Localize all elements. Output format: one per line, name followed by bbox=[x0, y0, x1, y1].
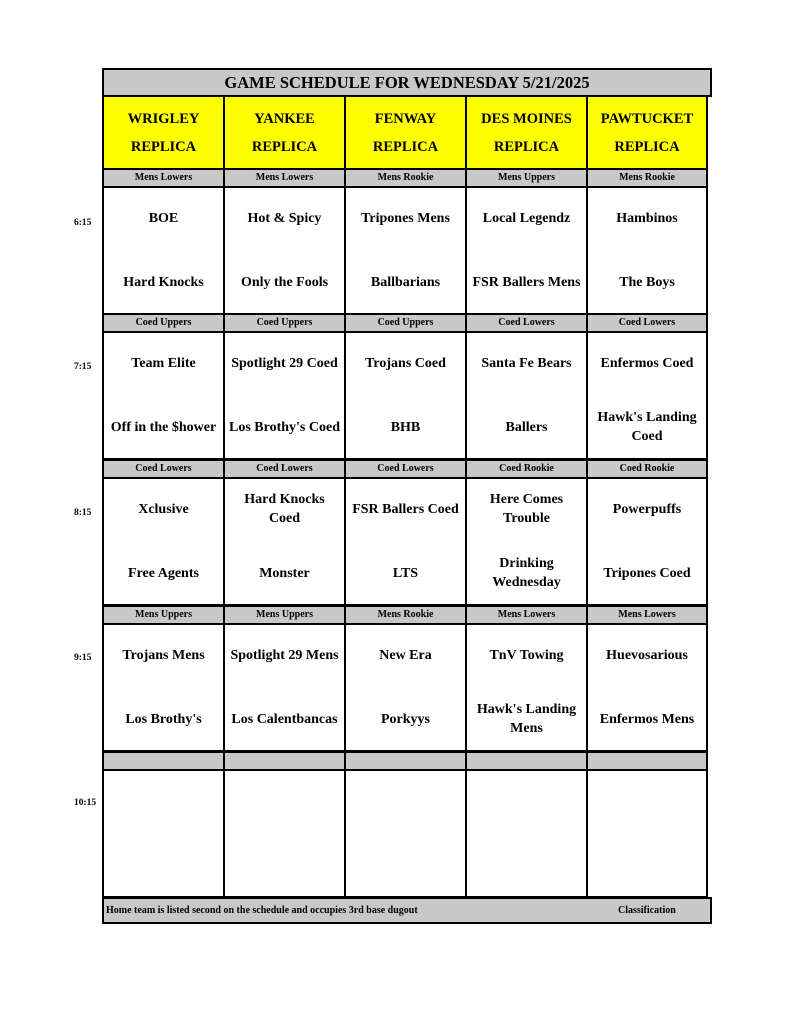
time-label: 9:15 bbox=[74, 653, 92, 663]
game-cell bbox=[102, 331, 225, 460]
classification-label bbox=[102, 751, 225, 771]
home-team: Hawk's Landing Coed bbox=[597, 410, 697, 444]
home-team: Hawk's Landing Mens bbox=[476, 702, 577, 736]
classification-label: Mens Rookie bbox=[586, 168, 708, 188]
home-team: Monster bbox=[259, 565, 310, 581]
away-team: FSR Ballers Coed bbox=[352, 501, 459, 517]
field-sub: REPLICA bbox=[372, 138, 439, 155]
game-cell bbox=[465, 477, 588, 606]
classification-label: Mens Lowers bbox=[102, 168, 225, 188]
field-header bbox=[223, 95, 346, 170]
away-team: TnV Towing bbox=[489, 647, 564, 663]
classification-label bbox=[344, 751, 467, 771]
field-name: YANKEE bbox=[254, 110, 315, 127]
classification-label: Mens Lowers bbox=[465, 605, 588, 625]
home-team bbox=[225, 845, 344, 885]
classification-label bbox=[465, 751, 588, 771]
away-team: Xclusive bbox=[138, 501, 189, 517]
classification-row bbox=[102, 459, 712, 479]
game-cell bbox=[344, 623, 467, 752]
away-team: New Era bbox=[379, 647, 432, 663]
footer-note: Home team is listed second on the schedule and occupies 3rd base dugout bbox=[106, 905, 418, 916]
time-label: 6:15 bbox=[74, 218, 92, 228]
away-team: Hambinos bbox=[616, 210, 678, 226]
classification-label: Coed Uppers bbox=[223, 313, 346, 333]
classification-label: Coed Lowers bbox=[465, 313, 588, 333]
field-header bbox=[586, 95, 708, 170]
game-cell bbox=[586, 331, 708, 460]
classification-label: Coed Lowers bbox=[102, 459, 225, 479]
away-team: Tripones Mens bbox=[361, 210, 450, 226]
classification-label: Coed Uppers bbox=[102, 313, 225, 333]
classification-label: Mens Rookie bbox=[344, 605, 467, 625]
game-cell bbox=[223, 769, 346, 898]
classification-label: Mens Rookie bbox=[344, 168, 467, 188]
home-team: Los Brothy's Coed bbox=[229, 419, 340, 435]
home-team bbox=[346, 845, 465, 885]
game-cell bbox=[465, 186, 588, 315]
home-team: FSR Ballers Mens bbox=[472, 274, 581, 290]
time-label: 7:15 bbox=[74, 362, 92, 372]
classification-label: Coed Rookie bbox=[586, 459, 708, 479]
field-header bbox=[102, 95, 225, 170]
classification-label: Mens Uppers bbox=[465, 168, 588, 188]
classification-label: Coed Rookie bbox=[465, 459, 588, 479]
game-cell bbox=[465, 769, 588, 898]
game-cell bbox=[223, 186, 346, 315]
home-team: Hard Knocks bbox=[123, 274, 204, 290]
field-header bbox=[344, 95, 467, 170]
time-label: 10:15 bbox=[74, 798, 97, 808]
classification-label: Mens Uppers bbox=[223, 605, 346, 625]
footer-row bbox=[102, 897, 712, 924]
classification-row bbox=[102, 313, 712, 333]
classification-row bbox=[102, 751, 712, 771]
game-cell bbox=[223, 331, 346, 460]
home-team: Los Brothy's bbox=[125, 711, 202, 727]
game-cell bbox=[102, 623, 225, 752]
classification-label: Mens Lowers bbox=[586, 605, 708, 625]
field-name: FENWAY bbox=[374, 110, 437, 127]
game-cell bbox=[465, 331, 588, 460]
game-row bbox=[102, 477, 712, 606]
away-team: Hard Knocks Coed bbox=[244, 492, 325, 526]
game-row bbox=[102, 331, 712, 460]
away-team: Trojans Coed bbox=[365, 355, 446, 371]
home-team: Free Agents bbox=[128, 565, 199, 581]
classification-label: Coed Lowers bbox=[223, 459, 346, 479]
game-cell bbox=[586, 186, 708, 315]
classification-label: Mens Lowers bbox=[223, 168, 346, 188]
classification-label: Coed Lowers bbox=[586, 313, 708, 333]
home-team: Tripones Coed bbox=[603, 565, 691, 581]
footer-classification: Classification bbox=[618, 905, 676, 916]
classification-label bbox=[223, 751, 346, 771]
away-team bbox=[467, 781, 586, 821]
game-cell bbox=[586, 623, 708, 752]
home-team: BHB bbox=[390, 419, 421, 435]
game-cell bbox=[344, 477, 467, 606]
home-team bbox=[104, 845, 223, 885]
away-team: Enfermos Coed bbox=[600, 355, 694, 371]
time-label: 8:15 bbox=[74, 508, 92, 518]
away-team bbox=[346, 781, 465, 821]
home-team: Los Calentbancas bbox=[231, 711, 338, 727]
home-team bbox=[588, 845, 706, 885]
home-team: Enfermos Mens bbox=[599, 711, 695, 727]
away-team: Spotlight 29 Coed bbox=[231, 355, 338, 371]
home-team: LTS bbox=[392, 565, 419, 581]
home-team: Porkyys bbox=[381, 711, 430, 727]
away-team: Here Comes Trouble bbox=[489, 492, 564, 526]
away-team: Spotlight 29 Mens bbox=[230, 647, 339, 663]
classification-label bbox=[586, 751, 708, 771]
page-title: GAME SCHEDULE FOR WEDNESDAY 5/21/2025 bbox=[102, 68, 712, 97]
game-cell bbox=[586, 769, 708, 898]
away-team: Santa Fe Bears bbox=[481, 355, 572, 371]
away-team: Local Legendz bbox=[482, 210, 571, 226]
game-row bbox=[102, 623, 712, 752]
field-header bbox=[465, 95, 588, 170]
home-team: Only the Fools bbox=[240, 274, 329, 290]
field-sub: REPLICA bbox=[130, 138, 197, 155]
field-sub: REPLICA bbox=[493, 138, 560, 155]
away-team: Powerpuffs bbox=[612, 501, 682, 517]
field-sub: REPLICA bbox=[251, 138, 318, 155]
classification-label: Coed Uppers bbox=[344, 313, 467, 333]
game-cell bbox=[102, 186, 225, 315]
away-team: Trojans Mens bbox=[122, 647, 205, 663]
footer-bar bbox=[102, 897, 712, 924]
field-sub: REPLICA bbox=[614, 138, 680, 155]
game-cell bbox=[102, 769, 225, 898]
away-team: Team Elite bbox=[131, 355, 196, 371]
classification-row bbox=[102, 168, 712, 188]
game-cell bbox=[223, 477, 346, 606]
away-team bbox=[104, 781, 223, 821]
game-cell bbox=[223, 623, 346, 752]
game-cell bbox=[586, 477, 708, 606]
classification-label: Mens Uppers bbox=[102, 605, 225, 625]
home-team: Ballers bbox=[505, 419, 548, 435]
game-cell bbox=[465, 623, 588, 752]
game-cell bbox=[102, 477, 225, 606]
away-team: Hot & Spicy bbox=[247, 210, 322, 226]
away-team bbox=[225, 781, 344, 821]
home-team bbox=[467, 845, 586, 885]
game-cell bbox=[344, 331, 467, 460]
home-team: Ballbarians bbox=[370, 274, 441, 290]
field-name: DES MOINES bbox=[481, 110, 572, 127]
game-row bbox=[102, 186, 712, 315]
game-cell bbox=[344, 769, 467, 898]
field-name: PAWTUCKET bbox=[600, 110, 694, 127]
away-team: Huevosarious bbox=[606, 647, 688, 663]
away-team: BOE bbox=[148, 210, 179, 226]
game-cell bbox=[344, 186, 467, 315]
home-team: Drinking Wednesday bbox=[492, 556, 561, 590]
field-header-row bbox=[102, 95, 712, 170]
field-name: WRIGLEY bbox=[127, 110, 200, 127]
classification-row bbox=[102, 605, 712, 625]
game-row bbox=[102, 769, 712, 898]
home-team: The Boys bbox=[619, 274, 675, 290]
classification-label: Coed Lowers bbox=[344, 459, 467, 479]
away-team bbox=[588, 781, 706, 821]
home-team: Off in the $hower bbox=[110, 419, 217, 435]
